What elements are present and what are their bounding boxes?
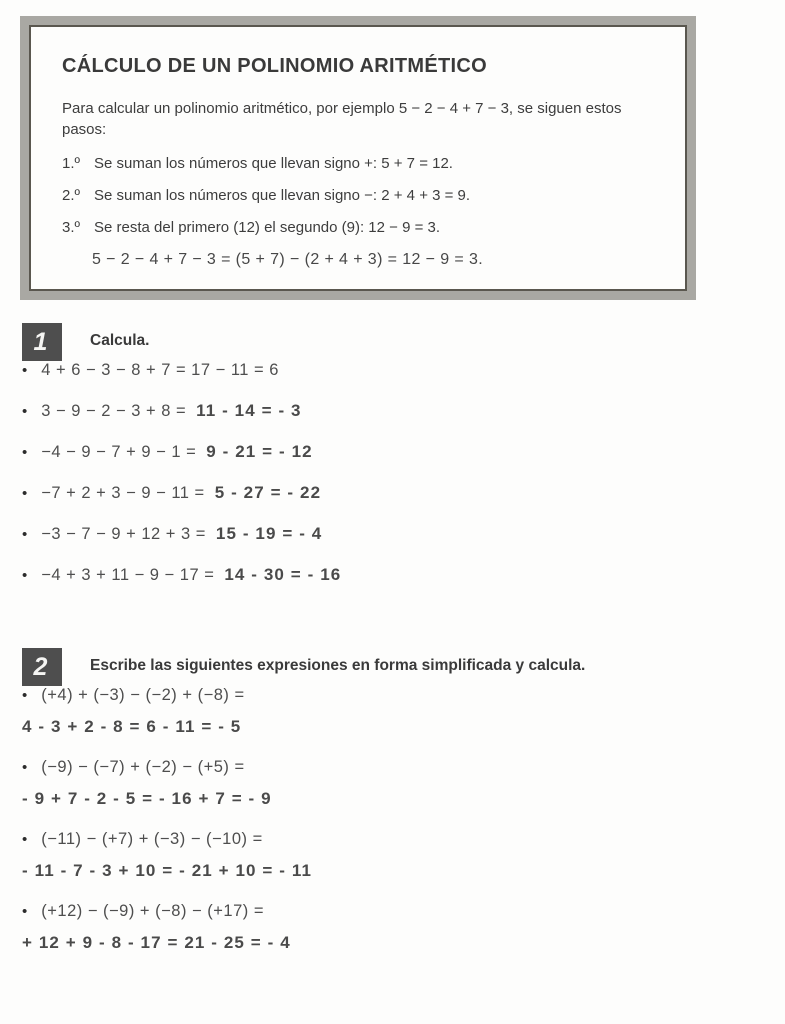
printed-expression: −4 − 9 − 7 + 9 − 1 = [41, 443, 197, 461]
bullet-icon: • [22, 831, 28, 848]
exercise-2-title: Escribe las siguientes expresiones en forma simplificada y calcula. [90, 657, 586, 674]
bullet-icon: • [22, 687, 28, 704]
bullet-icon: • [22, 485, 28, 502]
printed-expression: −4 + 3 + 11 − 9 − 17 = [41, 566, 215, 584]
exercise-1-item [22, 524, 767, 544]
bullet-icon: • [22, 444, 28, 461]
step-1 [62, 155, 667, 172]
bullet-icon: • [22, 526, 28, 543]
exercise-2-item [22, 902, 767, 953]
step-3-text: Se resta del primero (12) el segundo (9): 12 − 9 = 3. [94, 219, 441, 236]
step-2-text: Se suman los números que llevan signo −: 2 + 4 + 3 = 9. [94, 187, 471, 204]
exercise-1-header [22, 323, 767, 361]
exercise-2-badge: 2 [22, 648, 62, 686]
bullet-icon: • [22, 759, 28, 776]
bullet-icon: • [22, 362, 28, 379]
exercise-1 [22, 323, 767, 606]
handwritten-answer: 11 - 14 = - 3 [196, 401, 302, 420]
printed-line [22, 686, 767, 705]
step-3 [62, 219, 667, 236]
example-equation: 5 − 2 − 4 + 7 − 3 = (5 + 7) − (2 + 4 + 3) = 12 − 9 = 3. [92, 251, 484, 268]
printed-line [22, 830, 767, 849]
step-2-number: 2.º [62, 187, 80, 204]
info-box [20, 16, 696, 300]
printed-expression: −7 + 2 + 3 − 9 − 11 = [41, 484, 205, 502]
step-1-text: Se suman los números que llevan signo +: 5 + 7 = 12. [94, 155, 453, 172]
exercise-1-item [22, 442, 767, 462]
step-1-number: 1.º [62, 155, 80, 172]
handwritten-answer: + 12 + 9 - 8 - 17 = 21 - 25 = - 4 [22, 933, 291, 952]
printed-expression: −3 − 7 − 9 + 12 + 3 = [41, 525, 206, 543]
bullet-icon: • [22, 567, 28, 584]
exercise-2 [22, 648, 767, 974]
handwritten-answer: 4 - 3 + 2 - 8 = 6 - 11 = - 5 [22, 717, 242, 736]
printed-expression: (+4) + (−3) − (−2) + (−8) = [41, 686, 245, 704]
exercise-2-item [22, 758, 767, 809]
exercise-1-badge: 1 [22, 323, 62, 361]
step-3-number: 3.º [62, 219, 80, 236]
printed-line [22, 758, 767, 777]
printed-expression: (−9) − (−7) + (−2) − (+5) = [41, 758, 245, 776]
exercise-1-item [22, 565, 767, 585]
exercise-1-title: Calcula. [90, 332, 150, 349]
exercise-1-item [22, 361, 767, 380]
printed-expression: 4 + 6 − 3 − 8 + 7 = 17 − 11 = 6 [41, 361, 279, 379]
exercise-2-header [22, 648, 767, 686]
printed-expression: (−11) − (+7) + (−3) − (−10) = [41, 830, 263, 848]
handwritten-answer: 14 - 30 = - 16 [224, 565, 342, 584]
exercise-2-item [22, 830, 767, 881]
exercise-1-list [22, 361, 767, 585]
handwritten-answer: - 11 - 7 - 3 + 10 = - 21 + 10 = - 11 [22, 861, 313, 880]
exercise-1-item [22, 401, 767, 421]
info-box-title: CÁLCULO DE UN POLINOMIO ARITMÉTICO [62, 55, 487, 77]
exercise-1-item [22, 483, 767, 503]
exercise-2-item [22, 686, 767, 737]
step-2 [62, 187, 667, 204]
handwritten-answer: - 9 + 7 - 2 - 5 = - 16 + 7 = - 9 [22, 789, 272, 808]
info-box-intro: Para calcular un polinomio aritmético, por ejemplo 5 − 2 − 4 + 7 − 3, se siguen estos pasos: [62, 100, 622, 138]
printed-line [22, 902, 767, 921]
handwritten-answer: 9 - 21 = - 12 [206, 442, 313, 461]
bullet-icon: • [22, 403, 28, 420]
printed-expression: 3 − 9 − 2 − 3 + 8 = [41, 402, 187, 420]
bullet-icon: • [22, 903, 28, 920]
exercise-2-list [22, 686, 767, 953]
handwritten-answer: 15 - 19 = - 4 [215, 524, 323, 543]
handwritten-answer: 5 - 27 = - 22 [214, 483, 322, 502]
printed-expression: (+12) − (−9) + (−8) − (+17) = [41, 902, 264, 920]
info-box-inner [29, 25, 687, 291]
